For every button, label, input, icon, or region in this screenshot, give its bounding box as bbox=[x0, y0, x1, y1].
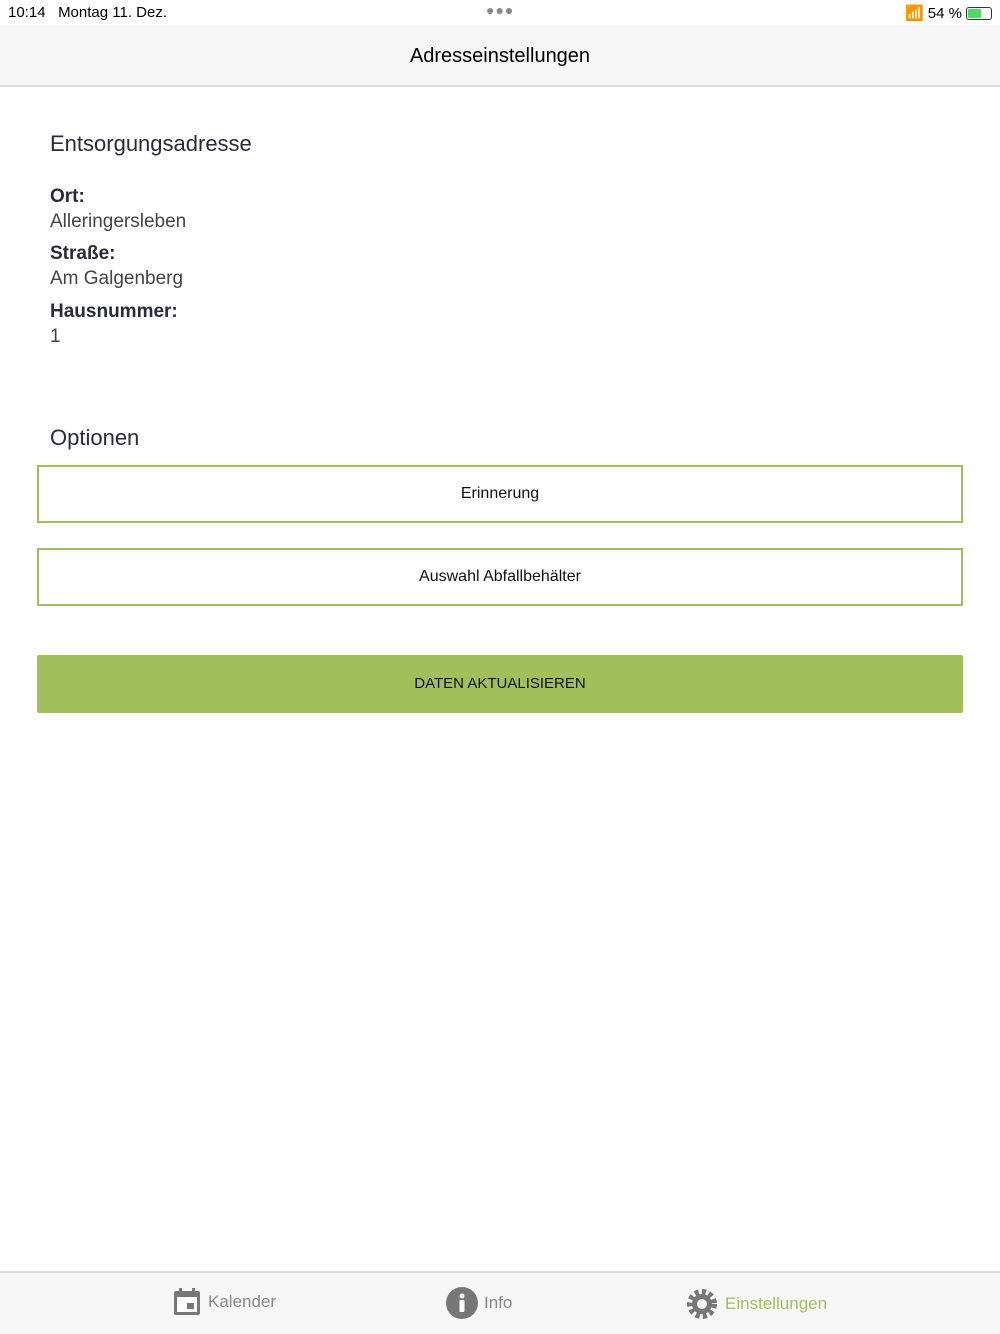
tab-info-label: Info bbox=[484, 1293, 513, 1312]
status-time-date bbox=[8, 4, 167, 21]
battery-percent: 54 % bbox=[927, 4, 962, 22]
hausnummer-label: Hausnummer: bbox=[50, 301, 178, 322]
gear-icon bbox=[685, 1287, 719, 1321]
tab-calendar-label: Kalender bbox=[208, 1292, 277, 1311]
tab-settings[interactable] bbox=[685, 1287, 827, 1321]
address-heading: Entsorgungsadresse bbox=[50, 131, 252, 156]
date: Montag 11. Dez. bbox=[58, 4, 168, 21]
page-title: Adresseinstellungen bbox=[0, 25, 1000, 87]
hausnummer-value: 1 bbox=[50, 326, 61, 347]
time: 10:14 bbox=[8, 4, 46, 21]
container-selection-button[interactable]: Auswahl Abfallbehälter bbox=[37, 548, 963, 606]
options-heading: Optionen bbox=[50, 425, 140, 450]
tab-info[interactable] bbox=[446, 1287, 512, 1319]
strasse-value: Am Galgenberg bbox=[50, 268, 184, 289]
ort-label: Ort: bbox=[50, 186, 85, 207]
status-bar bbox=[0, 0, 1000, 25]
tab-bar bbox=[0, 1271, 1000, 1334]
ort-value: Alleringersleben bbox=[50, 211, 187, 232]
calendar-icon bbox=[172, 1287, 202, 1317]
battery-icon bbox=[966, 7, 992, 20]
strasse-label: Straße: bbox=[50, 243, 116, 264]
reminder-button[interactable]: Erinnerung bbox=[37, 465, 963, 523]
tab-settings-label: Einstellungen bbox=[725, 1294, 828, 1313]
info-icon bbox=[446, 1287, 478, 1319]
wifi-icon: 📶 bbox=[905, 5, 924, 22]
update-data-button[interactable]: DATEN AKTUALISIEREN bbox=[37, 655, 963, 713]
tab-calendar[interactable] bbox=[172, 1287, 276, 1317]
multitasking-dots-icon[interactable]: ●●● bbox=[486, 2, 515, 18]
